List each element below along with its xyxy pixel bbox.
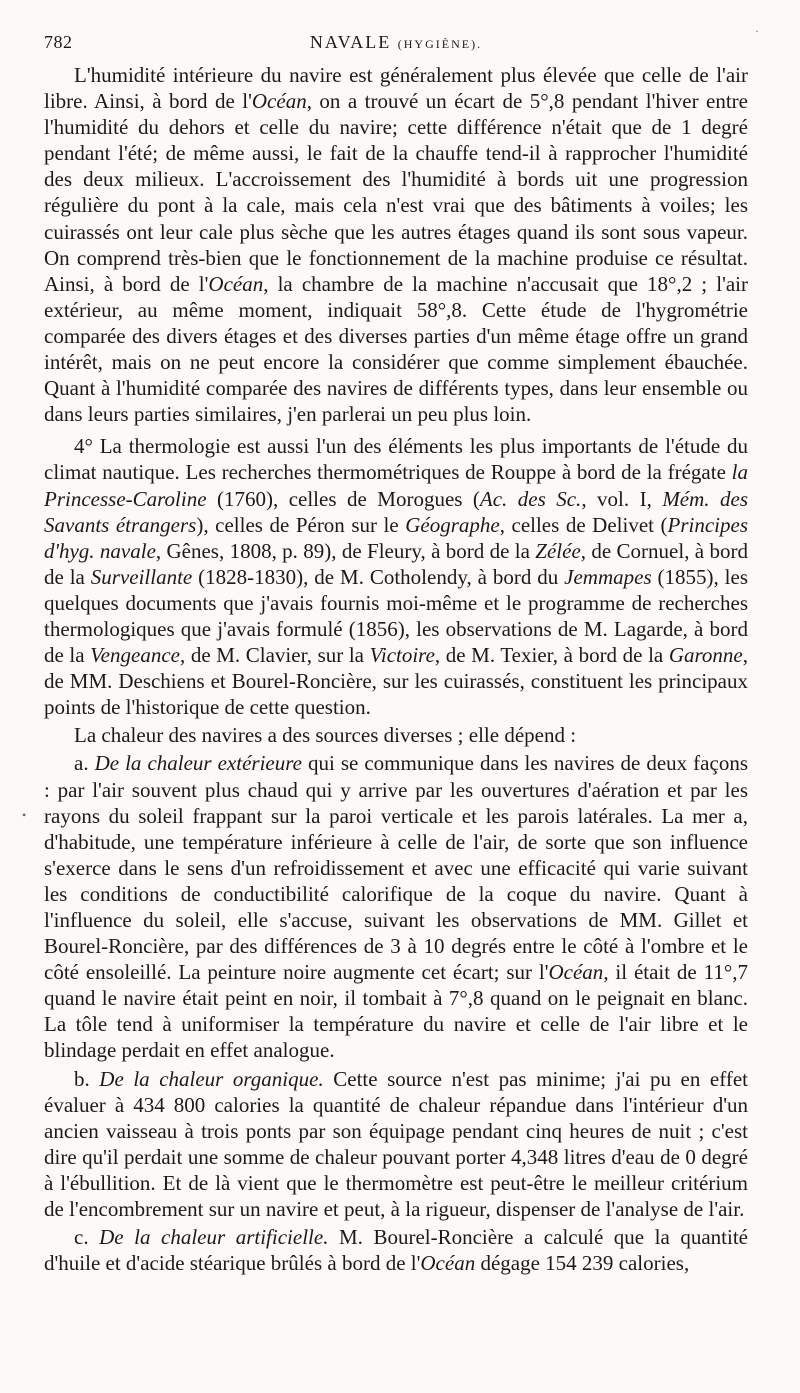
italic-text: Jemmapes <box>564 564 652 589</box>
text-run: b. <box>74 1066 100 1091</box>
italic-text: Ac. des Sc. <box>479 486 582 511</box>
italic-text: De la chaleur organique. <box>99 1066 324 1091</box>
text-run: Cette source n'est pas minime; j'ai pu en effet évaluer à 434 800 calories la quantité de chaleur répandue dans l'intérieur d'un ancien vaisseau à trois ponts par son équipage pendant cinq heures de nuit ; c'est dire qu'il perdait une somme de chaleur pouvant porter 4,348 litres d'eau de 0 degré à l'ébullition. Et de là vient que le thermomètre est peut-être le meilleur critérium de l'encombrement sur un navire et peut, à la rigueur, dispenser de l'analyse de l'air. <box>44 1066 748 1222</box>
text-run: (1855), les quelques documents que j'avais fournis moi-même et le programme de recherches thermologiques que j'avais formulé (1856), les observations de M. Lagarde, à bord de la <box>44 564 748 668</box>
text-run: (1828-1830), de M. Cotholendy, à bord du <box>192 564 565 589</box>
text-run: , la chambre de la machine n'accusait que 18°,2 ; l'air extérieur, au même moment, indiquait 58°,8. Cette étude de l'hygrométrie comparée des divers étages et des diverses parties d'un même étage offre un grand intérêt, mais on ne peut encore la considérer que comme simplement ébauchée. Quant à l'humidité comparée des navires de différents types, dans leur ensemble ou dans leurs parties similaires, j'en parlerai un peu plus loin. <box>44 271 749 427</box>
italic-text: Garonne <box>668 643 743 668</box>
italic-text: Surveillante <box>90 564 193 589</box>
italic-text: Océan <box>420 1251 476 1276</box>
text-run: a. <box>74 751 95 776</box>
italic-text: Océan <box>208 271 264 296</box>
running-title-sub: (HYGIÈNE). <box>397 37 483 51</box>
scan-speck: • <box>22 808 27 822</box>
italic-text: la Princesse-Caroline <box>44 460 748 511</box>
text-run: , de MM. Deschiens et Bourel-Roncière, sur les cuirassés, constituent les principaux points de l'historique de cette question. <box>44 643 748 720</box>
text-run: , de Cornuel, à bord de la <box>44 538 748 589</box>
page-number: 782 <box>44 32 73 52</box>
text-run: , de M. Clavier, sur la <box>179 643 370 668</box>
italic-text: Vengeance <box>90 643 180 668</box>
paragraph-thermology <box>44 433 748 720</box>
paragraph-organic-heat <box>44 1066 748 1223</box>
paragraph-external-heat <box>44 750 748 1063</box>
text-run: 4° La thermologie est aussi l'un des éléments les plus importants de l'étude du climat nautique. Les recherches thermométriques de Rouppe à bord de la frégate <box>44 434 748 485</box>
italic-text: De la chaleur artificielle. <box>99 1225 329 1250</box>
running-header <box>44 26 748 60</box>
text-run: qui se communique dans les navires de deux façons : par l'air souvent plus chaud qui y arrive par les ouvertures d'aération et par les rayons du soleil frappant sur la paroi verticale et les parois latérales. La mer a, d'habitude, une température inférieure à celle de l'air, de sorte que son influence s'exerce dans le sens d'un refroidissement et avec une efficacité qui varie suivant les conditions de conductibilité calorifique de la coque du navire. Quant à l'influence du soleil, elle s'accuse, suivant les observations de MM. Gillet et Bourel-Roncière, par des différences de 3 à 10 degrés entre le côté à l'ombre et le côté ensoleillé. La peinture noire augmente cet écart; sur l' <box>44 751 748 985</box>
running-title-main: NAVALE <box>309 32 392 52</box>
italic-text: Océan <box>548 960 604 985</box>
italic-text: De la chaleur extérieure <box>94 751 302 776</box>
text-run: , Gênes, 1808, p. 89), de Fleury, à bord de la <box>155 538 536 563</box>
italic-text: Géographe <box>405 512 500 537</box>
italic-text: Mém. des Savants étrangers <box>44 486 749 537</box>
scan-speck: · <box>755 24 759 38</box>
italic-text: Océan <box>251 89 307 114</box>
text-run: , on a trouvé un écart de 5°,8 pendant l'hiver entre l'humidité du dehors et celle du navire; cette différence n'était que de 1 degré pendant l'été; de même aussi, le fait de la chauffe tend-il à rapprocher l'humidité des deux milieux. L'accroissement des l'humidité à bords uit une progression régulière du pont à la cale, mais cela n'est vrai que des bâtiments à voiles; les cuirassés ont leur cale plus sèche que les autres étages quand ils sont sous vapeur. On comprend très-bien que le fonctionnement de la machine produise ce résultat. Ainsi, à bord de l' <box>44 89 748 296</box>
text-run: ), celles de Péron sur le <box>196 512 406 537</box>
text-run: M. Bourel-Roncière a calculé que la quantité d'huile et d'acide stéarique brûlés à bord de l' <box>44 1225 749 1276</box>
text-run: , il était de 11°,7 quand le navire était peint en noir, il tombait à 7°,8 quand on le peignait en blanc. La tôle tend à uniformiser la température du navire et celle de l'air libre et le blindage perdait en effet analogue. <box>44 960 748 1063</box>
text-run: (1760), celles de Morogues ( <box>206 486 480 511</box>
text-run: L'humidité intérieure du navire est généralement plus élevée que celle de l'air libre. Ainsi, à bord de l' <box>44 63 748 114</box>
italic-text: Zélée <box>535 538 581 563</box>
italic-text: Victoire <box>369 643 435 668</box>
paragraph-heat-sources <box>44 722 748 748</box>
text-run: c. <box>74 1225 100 1250</box>
running-title <box>44 32 748 53</box>
text-run: dégage 154 239 calories, <box>475 1251 690 1276</box>
body-text <box>44 62 748 1276</box>
text-run: La chaleur des navires a des sources diverses ; elle dépend : <box>74 723 577 748</box>
italic-text: Principes d'hyg. navale <box>44 512 749 563</box>
text-run: , de M. Texier, à bord de la <box>434 643 669 668</box>
paragraph-humidity <box>44 62 748 427</box>
text-run: , vol. I, <box>581 486 663 511</box>
paragraph-artificial-heat <box>44 1224 748 1276</box>
text-run: , celles de Delivet ( <box>499 512 668 537</box>
